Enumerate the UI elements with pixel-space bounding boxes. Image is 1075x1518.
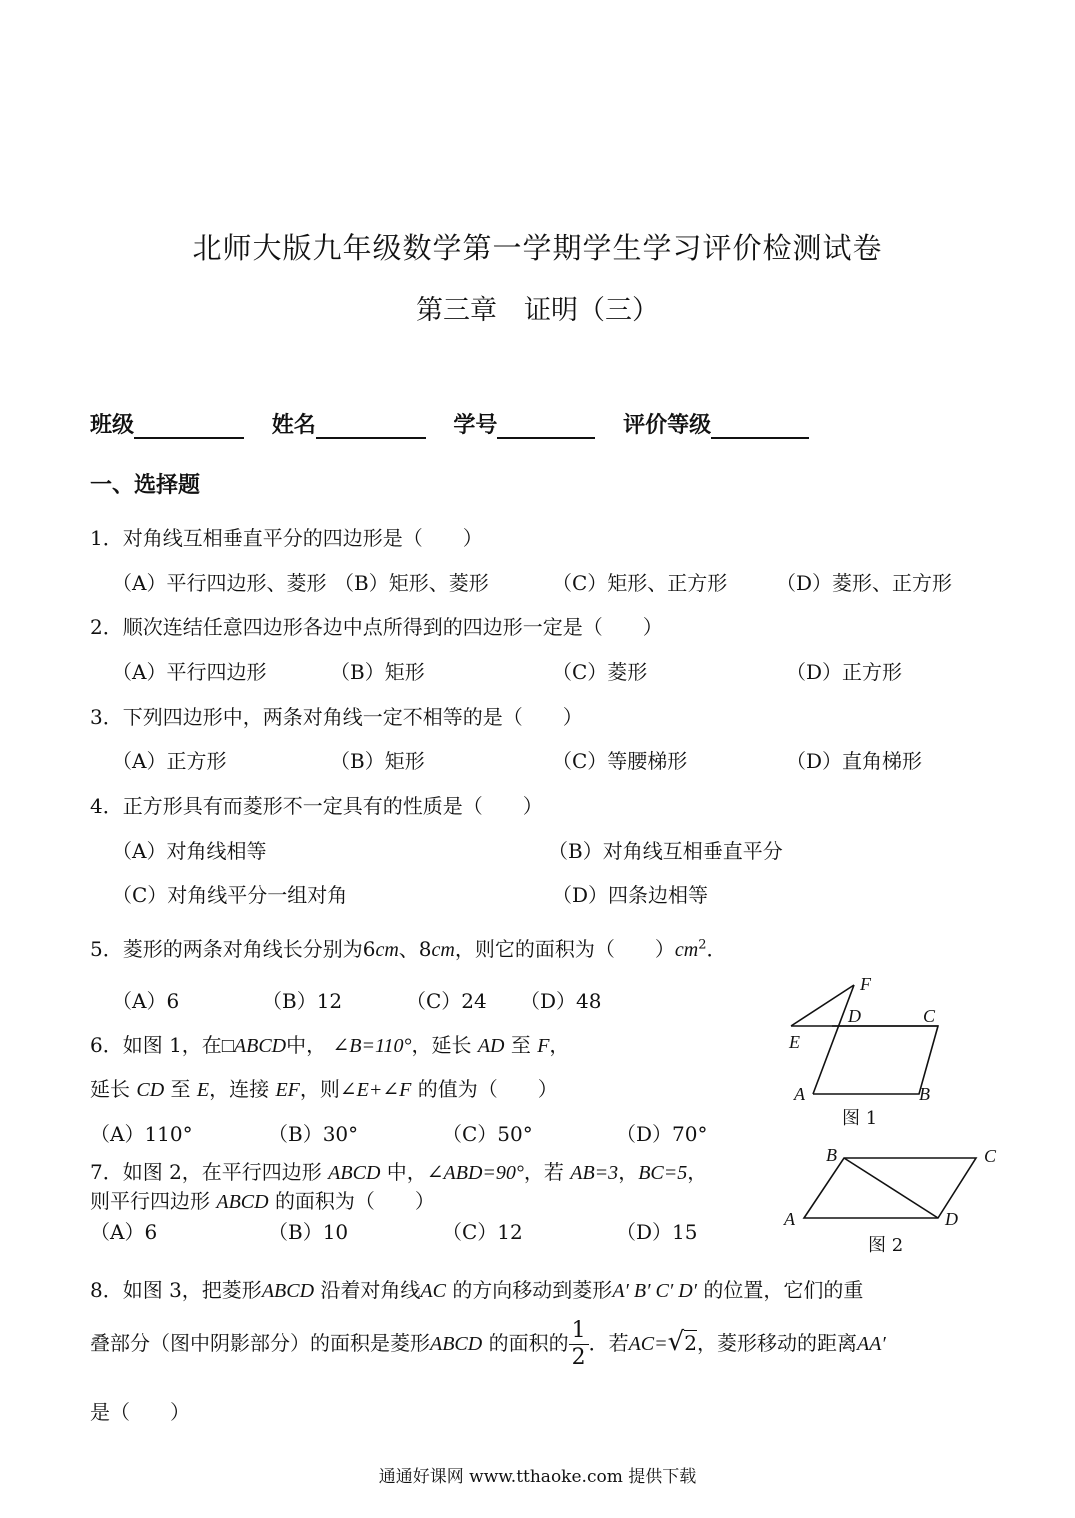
q6-pt-e: E	[196, 1079, 210, 1101]
q3-option-b: （B）矩形	[330, 749, 425, 773]
q5-unit-1: cm	[375, 939, 399, 961]
q8-stem-line1	[90, 1274, 863, 1303]
name-blank	[316, 413, 426, 439]
q5-text-2: ，则它的面积为（ ）	[454, 937, 675, 961]
q2-option-a: （A）平行四边形	[112, 660, 267, 684]
q7-name: ABCD	[328, 1162, 381, 1184]
q7-stem-line1	[90, 1156, 707, 1185]
q5-end: ．	[706, 937, 727, 961]
fig1-label-a: A	[794, 1084, 805, 1104]
id-blank	[497, 413, 595, 439]
q4-stem: 4．正方形具有而菱形不一定具有的性质是（ ）	[90, 794, 543, 818]
q8-t3: 的方向移动到菱形	[452, 1278, 613, 1302]
q6-option-c: （C）50°	[442, 1122, 533, 1146]
q5-sep: 、	[398, 937, 419, 961]
q7-ab: AB=3	[570, 1162, 619, 1184]
q6-angle: ∠B=110°	[332, 1035, 412, 1057]
q7-name-2: ABCD	[216, 1191, 269, 1213]
q1-option-d: （D）菱形、正方形	[776, 571, 953, 595]
q1-stem: 1．对角线互相垂直平分的四边形是（ ）	[90, 526, 483, 550]
q4-option-c: （C）对角线平分一组对角	[112, 883, 348, 907]
q6-t1: 6．如图 1，在	[90, 1033, 222, 1057]
q8-t4: 的位置，它们的重	[703, 1278, 864, 1302]
q7-t2: 中，	[386, 1160, 427, 1184]
q6-t6: 延长	[90, 1077, 130, 1101]
q7-bc: BC=5	[638, 1162, 688, 1184]
sqrt-icon: √	[667, 1327, 685, 1357]
q8-radicand: 2	[684, 1331, 697, 1355]
q3-option-d: （D）直角梯形	[786, 749, 923, 773]
q1-option-b: （B）矩形、菱形	[334, 571, 489, 595]
q7-angle: ∠ABD=90°	[426, 1162, 524, 1184]
q8-aceq: AC=	[628, 1333, 668, 1355]
q8-ac: AC	[420, 1280, 446, 1302]
q3-option-c: （C）等腰梯形	[552, 749, 688, 773]
q4-option-a: （A）对角线相等	[112, 839, 267, 863]
q6-t9: ，则	[299, 1077, 340, 1101]
q8-numerator: 1	[569, 1318, 589, 1345]
q7-option-b: （B）10	[268, 1220, 349, 1244]
q6-t10: 的值为（ ）	[417, 1077, 558, 1101]
q6-parallelogram: □ABCD	[221, 1035, 287, 1057]
q6-seg-ad: AD	[477, 1035, 505, 1057]
q7-option-a: （A）6	[90, 1220, 158, 1244]
q7-stem-line2	[90, 1185, 435, 1214]
q5-option-a: （A）6	[112, 989, 180, 1013]
class-label: 班级	[90, 413, 135, 438]
q3-option-a: （A）正方形	[112, 749, 227, 773]
fig1-caption: 图 1	[842, 1108, 878, 1129]
fig2-caption: 图 2	[868, 1235, 904, 1256]
fig2-diagonal-bd	[844, 1158, 938, 1218]
q8-stem-line3: 是（ ）	[90, 1400, 190, 1424]
id-label: 学号	[453, 413, 498, 438]
q8-t2: 沿着对角线	[320, 1278, 421, 1302]
figure-2	[780, 1140, 1005, 1262]
q5-exponent: 2	[698, 937, 707, 953]
fig2-label-d: D	[945, 1209, 958, 1229]
q7-t6: 则平行四边形	[90, 1189, 210, 1213]
q5-value-1: 6	[362, 937, 376, 961]
q5-unit-2: cm	[431, 939, 455, 961]
fig2-label-a: A	[784, 1209, 795, 1229]
page-title: 北师大版九年级数学第一学期学生学习评价检测试卷	[192, 231, 883, 265]
q6-t3: ，延长	[411, 1033, 472, 1057]
q5-area-unit: cm	[674, 939, 699, 961]
q6-t5: ，	[549, 1033, 570, 1057]
q2-option-c: （C）菱形	[552, 660, 648, 684]
fig2-label-c: C	[984, 1146, 997, 1166]
figure-1	[780, 972, 950, 1132]
q2-stem: 2．顺次连结任意四边形各边中点所得到的四边形一定是（ ）	[90, 615, 663, 639]
q6-t7: 至	[170, 1077, 191, 1101]
footer-credit: 通通好课网 www.tthaoke.com 提供下载	[378, 1467, 697, 1487]
q7-t5: ，	[687, 1160, 708, 1184]
q1-option-a: （A）平行四边形、菱形	[112, 571, 327, 595]
q6-expr: ∠E+∠F	[339, 1079, 412, 1101]
q8-t1: 8．如图 3，把菱形	[90, 1278, 262, 1302]
grade-label: 评价等级	[623, 413, 712, 438]
q8-t6: 的面积的	[488, 1331, 569, 1355]
q2-option-b: （B）矩形	[330, 660, 425, 684]
name-label: 姓名	[271, 413, 316, 438]
q6-stem-line2	[90, 1073, 558, 1102]
q5-text-1: 5．菱形的两条对角线长分别为	[90, 937, 363, 961]
q6-seg-ef: EF	[275, 1079, 300, 1101]
q8-denominator: 2	[571, 1345, 586, 1370]
fig1-label-d: D	[848, 1006, 861, 1026]
q7-option-d: （D）15	[616, 1220, 698, 1244]
q4-option-b: （B）对角线互相垂直平分	[548, 839, 783, 863]
q8-t7: ．若	[588, 1331, 629, 1355]
q1-option-c: （C）矩形、正方形	[552, 571, 728, 595]
q6-stem-line1	[90, 1029, 569, 1058]
q7-t3: ，若	[523, 1160, 564, 1184]
q5-option-c: （C）24	[406, 989, 487, 1013]
q8-stem-line2	[90, 1318, 886, 1371]
q7-option-c: （C）12	[442, 1220, 523, 1244]
q6-t4: 至	[510, 1033, 531, 1057]
class-blank	[134, 413, 244, 439]
fig1-line-af	[813, 985, 854, 1094]
q8-moved: A′ B′ C′ D′	[612, 1280, 698, 1302]
q8-t8: ，菱形移动的距离	[696, 1331, 857, 1355]
q6-option-b: （B）30°	[268, 1122, 359, 1146]
q8-t5: 叠部分（图中阴影部分）的面积是菱形	[90, 1331, 430, 1355]
student-info-row	[90, 408, 829, 439]
q3-stem: 3．下列四边形中，两条对角线一定不相等的是（ ）	[90, 705, 583, 729]
fig1-line-ef	[791, 985, 854, 1026]
q5-value-2: 8	[418, 937, 432, 961]
q8-name-2: ABCD	[430, 1333, 483, 1355]
q6-t8: ，连接	[209, 1077, 270, 1101]
grade-blank	[711, 413, 809, 439]
q8-name: ABCD	[261, 1280, 315, 1302]
q6-pt-f: F	[537, 1035, 550, 1057]
q2-option-d: （D）正方形	[786, 660, 903, 684]
q6-t2: 中，	[286, 1033, 327, 1057]
q7-t4: ，	[618, 1160, 639, 1184]
section-heading-choice: 一、选择题	[90, 473, 201, 498]
fig1-label-e: E	[789, 1032, 800, 1052]
q6-option-a: （A）110°	[90, 1122, 193, 1146]
q5-option-d: （D）48	[520, 989, 602, 1013]
q6-seg-cd: CD	[136, 1079, 165, 1101]
q5-stem	[90, 933, 726, 962]
fig1-label-b: B	[919, 1084, 930, 1104]
fig1-label-c: C	[923, 1006, 936, 1026]
fig2-label-b: B	[826, 1145, 837, 1165]
q7-t1: 7．如图 2，在平行四边形	[90, 1160, 322, 1184]
q8-fraction	[569, 1318, 589, 1371]
q4-option-d: （D）四条边相等	[552, 883, 709, 907]
q7-t7: 的面积为（ ）	[274, 1189, 435, 1213]
q5-option-b: （B）12	[262, 989, 343, 1013]
q6-option-d: （D）70°	[616, 1122, 708, 1146]
chapter-subtitle: 第三章 证明（三）	[416, 295, 659, 326]
q8-aa: AA′	[856, 1333, 886, 1355]
fig1-label-f: F	[860, 974, 871, 994]
